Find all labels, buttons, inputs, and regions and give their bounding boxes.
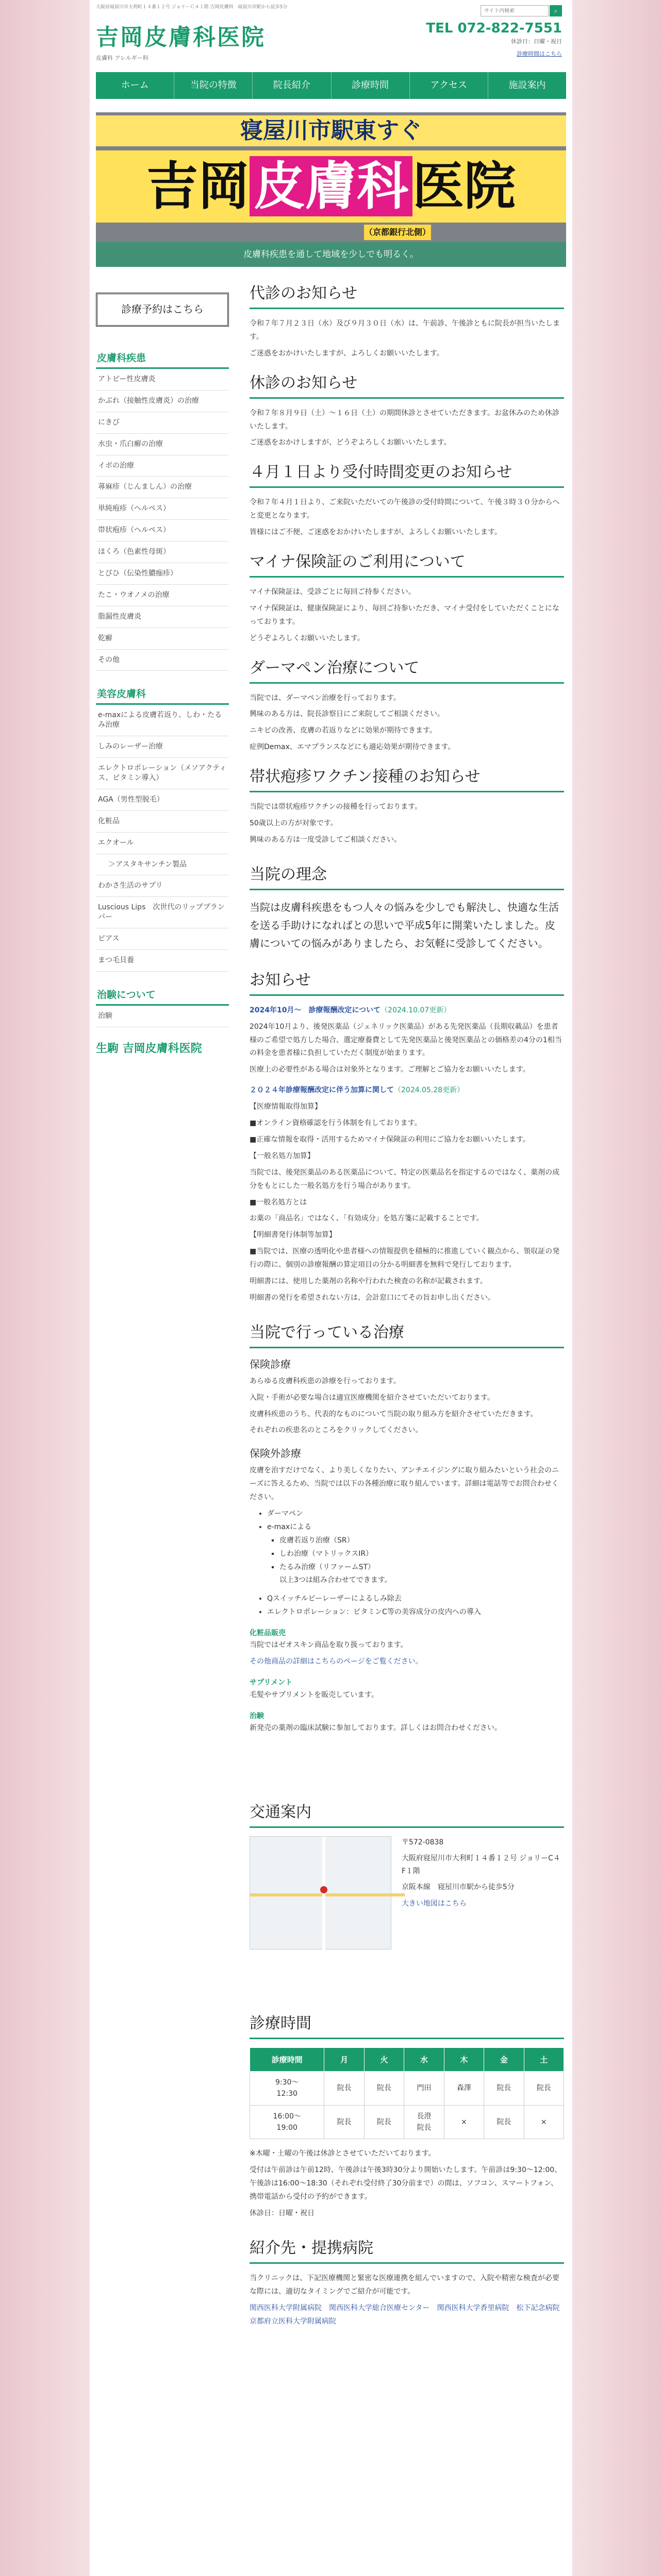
hero-name-c: 医院 <box>412 156 516 216</box>
schedule-cell: 院長 <box>524 2071 564 2105</box>
news-title: 休診のお知らせ <box>250 373 564 399</box>
header-hours: 休診日：日曜・祝日 <box>511 38 562 45</box>
sidebar-item[interactable]: かぶれ（接触性皮膚炎）の治療 <box>96 391 229 412</box>
site-title[interactable]: 吉岡皮膚科医院 <box>96 24 266 50</box>
info-post-body: お薬の「商品名」ではなく、「有効成分」を処方箋に記載することです。 <box>250 1214 484 1223</box>
news-body: 令和７年８月９日（土）〜１６日（土）の期間休診とさせていただきます。お盆休みのため休診いたします。 <box>250 409 559 431</box>
schedule-note: ※木曜・土曜の午後は休診とさせていただいております。 <box>250 2149 436 2158</box>
schedule-header-cell: 金 <box>484 2047 524 2071</box>
info-post-body: 当院では、後発医薬品のある医薬品について、特定の医薬品名を指定するのではなく、薬剤の成分をもとにした一般名処方を行う場合があります。 <box>250 1168 560 1190</box>
schedule-row <box>250 2105 564 2139</box>
philosophy-title: 当院の理念 <box>250 865 564 890</box>
hero-name-a: 吉岡 <box>146 156 250 216</box>
list-item: • e-maxによる ▪ 皮膚若返り治療（SR） ▪ しわ治療（マトリックスIR） ▪ たるみ治療（リファームST） 以上3つは組み合わせてできます。 <box>267 1521 564 1587</box>
self-pay-intro: 皮膚を治すだけでなく、より美しくなりたい、アンチエイジングに取り組みたいという社会のニーズに答えるため、当院では以下の各種治療に取り組んでいます。詳細は電話等でお問合わせください。 <box>250 1466 559 1502</box>
schedule-notes <box>250 2147 564 2220</box>
list-item: • Qスイッチルビーレーザーによるしみ除去 <box>267 1592 564 1606</box>
schedule-cell: 院長 <box>484 2105 524 2139</box>
sidebar-item[interactable]: しみのレーザー治療 <box>96 736 229 758</box>
news-item <box>250 767 564 847</box>
access-map-link[interactable]: 大きい地図はこちら <box>401 1899 467 1908</box>
info-post <box>250 1084 564 1304</box>
sidebar-list-cosmetic-a <box>96 705 229 854</box>
cosmetics-heading: 化粧品販売 <box>250 1629 286 1638</box>
sidebar-item[interactable]: 蕁麻疹（じんましん）の治療 <box>96 477 229 498</box>
header-access-link[interactable]: 診療時間はこちら <box>517 50 562 57</box>
sidebar-item[interactable]: Luscious Lips 次世代のリッププランパー <box>96 897 229 928</box>
schedule-cell: 院長 <box>324 2071 364 2105</box>
access-zip: 〒572-0838 <box>401 1838 444 1846</box>
list-item: • ダーマペン <box>267 1507 564 1521</box>
schedule-cell: 9:30〜 12:30 <box>250 2071 324 2105</box>
list-item: ▪ しわ治療（マトリックスIR） <box>279 1548 564 1561</box>
news-title: ダーマペン治療について <box>250 658 564 684</box>
sidebar-list-trial <box>96 1006 229 1027</box>
trial-body: 新発売の薬剤の臨床試験に参加しております。詳しくはお問合わせください。 <box>250 1723 502 1732</box>
search-input[interactable] <box>481 5 549 16</box>
referral-links <box>250 2302 564 2329</box>
news-body: マイナ保険証は、受診ごとに毎回ご持参ください。 <box>250 588 416 597</box>
info-post-link[interactable]: ２０２４年診療報酬改定に伴う加算に関して <box>250 1086 394 1095</box>
referral-link[interactable]: 京都府立医科大学附属病院 <box>250 2317 336 2326</box>
schedule-row <box>250 2071 564 2105</box>
insured-body <box>250 1375 564 1438</box>
referral-link[interactable]: 関西医科大学附属病院 <box>250 2303 322 2312</box>
schedule-cell: 長澄 院長 <box>404 2105 444 2139</box>
info-post-body: ■正確な情報を取得・活用するためマイナ保険証の利用にご協力をお願いいたします。 <box>250 1135 530 1144</box>
access-station: 京阪本線 寝屋川市駅から徒歩5分 <box>401 1883 515 1892</box>
sidebar-item[interactable]: 化粧品 <box>96 811 229 833</box>
schedule-header-cell: 水 <box>404 2047 444 2071</box>
schedule-header-cell: 土 <box>524 2047 564 2071</box>
sidebar-item[interactable]: エクオール <box>96 833 229 854</box>
schedule-header-cell: 月 <box>324 2047 364 2071</box>
info-posts <box>250 1004 564 1305</box>
news-item <box>250 373 564 450</box>
list-item: ▪ 皮膚若返り治療（SR） <box>279 1534 564 1548</box>
schedule-cell: 院長 <box>484 2071 524 2105</box>
map-pin-icon <box>320 1886 327 1893</box>
schedule-header-row <box>250 2047 564 2071</box>
news-body: 興味のある方は一度受診してご相談ください。 <box>250 835 401 844</box>
referral-link[interactable]: 関西医科大学総合医療センター <box>329 2303 430 2312</box>
referral-title: 紹介先・提携病院 <box>250 2238 564 2264</box>
info-post-date: （2024.05.28更新） <box>394 1086 465 1095</box>
info-post-heading <box>250 1084 564 1097</box>
sidebar-item[interactable]: わかさ生活のサプリ <box>96 875 229 897</box>
sidebar-item[interactable]: AGA（男性型脱毛） <box>96 789 229 811</box>
hero-sign-text: 寝屋川市駅東すぐ <box>96 115 566 146</box>
schedule-cell: 門田 <box>404 2071 444 2105</box>
info-post-date: （2024.10.07更新） <box>380 1006 451 1014</box>
news-title: 帯状疱疹ワクチン接種のお知らせ <box>250 767 564 792</box>
insured-text: 入院・手術が必要な場合は適宜医療機関を紹介させていただいております。 <box>250 1393 494 1402</box>
news-body: 令和７年７月２３日（水）及び９月３０日（水）は、午前診、午後診ともに院長が担当いたします。 <box>250 319 560 341</box>
sidebar-item[interactable]: とびひ（伝染性膿痂疹） <box>96 563 229 585</box>
sidebar-list-cosmetic-b <box>96 875 229 971</box>
info-title: お知らせ <box>250 970 564 996</box>
hero-caption: 皮膚科疾患を通して地域を少しでも明るく。 <box>96 242 566 267</box>
sidebar-item[interactable]: ピアス <box>96 928 229 950</box>
list-item: 以上3つは組み合わせてできます。 <box>279 1576 392 1585</box>
insured-text: 皮膚科疾患のうち、代表的なものについて当院の取り組み方を紹介させていただきます。 <box>250 1410 538 1418</box>
schedule-title: 診療時間 <box>250 2013 564 2039</box>
cosmetics-link[interactable]: その他商品の詳細はこちらのページをご覧ください。 <box>250 1657 423 1666</box>
info-post-body: 【医療情報取得加算】 <box>250 1103 322 1111</box>
insured-text: それぞれの疾患名のところをクリックしてください。 <box>250 1426 423 1435</box>
schedule-cell: × <box>444 2105 484 2139</box>
access-map[interactable] <box>250 1836 391 1950</box>
hero-sub-sign: （京都銀行北側） <box>364 225 431 240</box>
news-body: ご迷惑をおかけしますが、どうぞよろしくお願いいたします。 <box>250 438 451 447</box>
sidebar-item[interactable]: エレクトロポレーション（メソアクティス、ビタミン導入） <box>96 758 229 789</box>
schedule-cell: 森澤 <box>444 2071 484 2105</box>
news-body: 皆様にはご不便、ご迷惑をおかけいたしますが、よろしくお願いいたします。 <box>250 528 502 537</box>
schedule-cell: × <box>524 2105 564 2139</box>
main-content <box>250 283 564 2331</box>
schedule-cell: 院長 <box>364 2105 404 2139</box>
info-post-body: ■当院では、医療の透明化や患者様への情報提供を積極的に推進していく観点から、領収証の発行の際に、個別の診療報酬の算定項目の分かる明細書を無料で発行しております。 <box>250 1247 560 1269</box>
info-post-heading <box>250 1004 564 1018</box>
sidebar-item[interactable]: 単純疱疹（ヘルペス） <box>96 498 229 520</box>
schedule-header-cell: 診療時間 <box>250 2047 324 2071</box>
info-post-body: 明細書には、使用した薬剤の名称や行われた検査の名称が記載されます。 <box>250 1277 487 1285</box>
nav-features[interactable]: 当院の特徴 <box>174 72 253 99</box>
nav-hours[interactable]: 診療時間 <box>332 72 410 99</box>
treatment-title: 当院で行っている治療 <box>250 1323 564 1348</box>
sidebar-item[interactable]: 脂漏性皮膚炎 <box>96 606 229 628</box>
news-body: 当院では帯状疱疹ワクチンの接種を行っております。 <box>250 803 422 811</box>
sidebar <box>96 293 229 1056</box>
access-block <box>250 1836 564 1950</box>
nav-access[interactable]: アクセス <box>410 72 488 99</box>
info-post <box>250 1004 564 1077</box>
news-body: ご迷惑をおかけいたしますが、よろしくお願いいたします。 <box>250 349 444 358</box>
header-tagline: 大阪府寝屋川市大利町１４番１２号 ジョリーＣ４１階 吉岡皮膚科 寝屋川市駅から徒歩5分 <box>96 5 288 10</box>
sidebar-item[interactable]: 水虫・爪白癬の治療 <box>96 434 229 455</box>
sidebar-item[interactable]: たこ・ウオノメの治療 <box>96 585 229 606</box>
sidebar-list-dermatology <box>96 369 229 671</box>
insured-text: あらゆる皮膚科疾患の診療を行っております。 <box>250 1377 401 1385</box>
info-post-body: 【一般名処方加算】 <box>250 1151 315 1160</box>
self-pay-title: 保険外診療 <box>250 1447 301 1460</box>
referral-link[interactable]: 関西医科大学香里病院 <box>437 2303 509 2312</box>
search-button[interactable] <box>550 5 562 16</box>
supplement-heading: サプリメント <box>250 1679 293 1687</box>
schedule-body <box>250 2071 564 2139</box>
list-item: • エレクトロポレーション：ビタミンC等の美容成分の皮内への導入 <box>267 1606 564 1619</box>
news-body: 当院では、ダーマペン治療を行っております。 <box>250 693 401 702</box>
schedule-header-cell: 木 <box>444 2047 484 2071</box>
referral-body: 当クリニックは、下記医療機関と緊密な医療連携を組んでいますので、入院や精密な検査が必要な際には、適切なタイミングでご紹介が可能です。 <box>250 2274 559 2296</box>
news-area <box>250 283 564 847</box>
info-post-body: 医療上の必要性がある場合は対象外となります。ご理解とご協力をお願いいたします。 <box>250 1065 530 1074</box>
philosophy-body: 当院は皮膚科疾患をもつ人々の悩みを少しでも解決し、快適な生活を送る手助けになればとの思いで平成5年に開業いたしました。皮膚についての悩みがありましたら、お気軽に受診してください。 <box>250 901 559 950</box>
access-address-line: 大阪府寝屋川市大利町１４番１２号 ジョリーC４F１階 <box>401 1854 560 1876</box>
news-item <box>250 283 564 361</box>
sidebar-item[interactable]: イボの治療 <box>96 455 229 477</box>
news-item <box>250 462 564 539</box>
news-body: 興味のある方は、院長診察日にご来院してご相談ください。 <box>250 710 444 719</box>
emax-sublist <box>279 1534 564 1588</box>
self-pay-list <box>267 1507 564 1587</box>
sidebar-heading-trial: 治験について <box>96 984 229 1006</box>
nav-director[interactable]: 院長紹介 <box>253 72 331 99</box>
sidebar-list-cosmetic <box>96 705 229 971</box>
schedule-cell: 16:00〜 19:00 <box>250 2105 324 2139</box>
info-post-body: ■一般名処方とは <box>250 1198 307 1207</box>
reservation-button[interactable]: 診療予約はこちら <box>96 293 229 327</box>
info-post-body: 明細書の発行を希望されない方は、会計窓口にてその旨お申し出ください。 <box>250 1293 495 1302</box>
news-title: マイナ保険証のご利用について <box>250 552 564 578</box>
schedule-table <box>250 2047 564 2140</box>
sidebar-item[interactable]: ほくろ（色素性母斑） <box>96 541 229 563</box>
sidebar-item[interactable]: アトピー性皮膚炎 <box>96 369 229 391</box>
nav-home[interactable]: ホーム <box>96 72 174 99</box>
news-item <box>250 658 564 755</box>
cosmetics-body: 当院ではゼオスキン商品を取り扱っております。 <box>250 1641 408 1650</box>
global-nav <box>96 72 566 99</box>
self-pay-list-2 <box>267 1592 564 1619</box>
news-title: ４月１日より受付時間変更のお知らせ <box>250 462 564 488</box>
sidebar-item[interactable]: その他 <box>96 650 229 671</box>
news-body: 症例Demax、エマプランスなどにも適応効果が期待できます。 <box>250 743 455 752</box>
site-header <box>90 0 572 72</box>
news-body: 50歳以上の方が対象です。 <box>250 819 338 828</box>
insured-title: 保険診療 <box>250 1358 291 1370</box>
sidebar-item[interactable]: 乾癬 <box>96 628 229 650</box>
news-item <box>250 552 564 646</box>
search-icon: ⌕ <box>554 7 558 14</box>
info-post-body: 2024年10月より、後発医薬品（ジェネリック医薬品）がある先発医薬品（長期収載品）を患者様のご希望で処方した場合、選定療養費として先発医薬品と後発医薬品との価格差の4分の1相当の料金を患者様に負担していただく制度が始まります。 <box>250 1022 562 1058</box>
access-address <box>402 1836 564 1950</box>
schedule-header-cell: 火 <box>364 2047 404 2071</box>
supplement-body: 毛髪やサプリメントを販売しています。 <box>250 1690 379 1699</box>
sidebar-heading-dermatology: 皮膚科疾患 <box>96 347 229 369</box>
info-post-body: ■オンライン資格確認を行う体制を有しております。 <box>250 1119 422 1128</box>
schedule-note: 受付は午前診は午前12時、午後診は午後3時30分より開始いたします。午前診は9:30〜12:00、午後診は16:00〜18:30（それぞれ受付終了30分前まで）の間は、ソフコン、スマートフォン、携帯電話から受付の予約ができます。 <box>250 2166 562 2201</box>
news-title: 代診のお知らせ <box>250 283 564 309</box>
news-body: どうぞよろしくお願いいたします。 <box>250 634 365 642</box>
sidebar-item[interactable]: にきび <box>96 412 229 434</box>
access-title: 交通案内 <box>250 1802 564 1828</box>
header-tel: TEL 072-822-7551 <box>426 21 562 36</box>
sidebar-item-astaxanthin[interactable]: ＞アスタキサンチン製品 <box>96 854 229 876</box>
nav-facility[interactable]: 施設案内 <box>508 80 546 91</box>
sidebar-heading-cosmetic: 美容皮膚科 <box>96 683 229 705</box>
schedule-note: 休診日：日曜・祝日 <box>250 2209 315 2217</box>
info-post-body: 【明細書発行体制等加算】 <box>250 1231 336 1240</box>
info-post-link[interactable]: 2024年10月〜 診療報酬改定について <box>250 1006 381 1014</box>
sidebar-logo: 生駒 吉岡皮膚科医院 <box>96 1042 202 1055</box>
hero-image <box>96 112 566 267</box>
sidebar-item[interactable]: 帯状疱疹（ヘルペス） <box>96 520 229 541</box>
news-body: ニキビの改善、皮膚の若返りなどに効果が期待できます。 <box>250 726 437 735</box>
news-body: マイナ保険証は、健康保険証により、毎回ご持参いただき、マイナ受付をしていただくことになっております。 <box>250 604 559 626</box>
sidebar-item[interactable]: まつ毛貝養 <box>96 950 229 972</box>
hero-name-b: 皮膚科 <box>250 156 412 216</box>
site-subtitle: 皮膚科 アレルギー科 <box>96 55 148 61</box>
hero-clinic-sign <box>96 150 566 223</box>
schedule-cell: 院長 <box>364 2071 404 2105</box>
referral-link[interactable]: 松下記念病院 <box>516 2303 560 2312</box>
list-item: ▪ たるみ治療（リファームST） <box>279 1561 564 1574</box>
sidebar-item[interactable]: 治験 <box>96 1006 229 1027</box>
schedule-cell: 院長 <box>324 2105 364 2139</box>
news-body: 令和７年４月１日より、ご来院いただいての午後診の受付時間について、午後３時３０分からへと変更となります。 <box>250 498 560 520</box>
trial-heading: 治験 <box>250 1711 264 1720</box>
sidebar-item[interactable]: e-maxによる皮膚若返り、しわ・たるみ治療 <box>96 705 229 736</box>
